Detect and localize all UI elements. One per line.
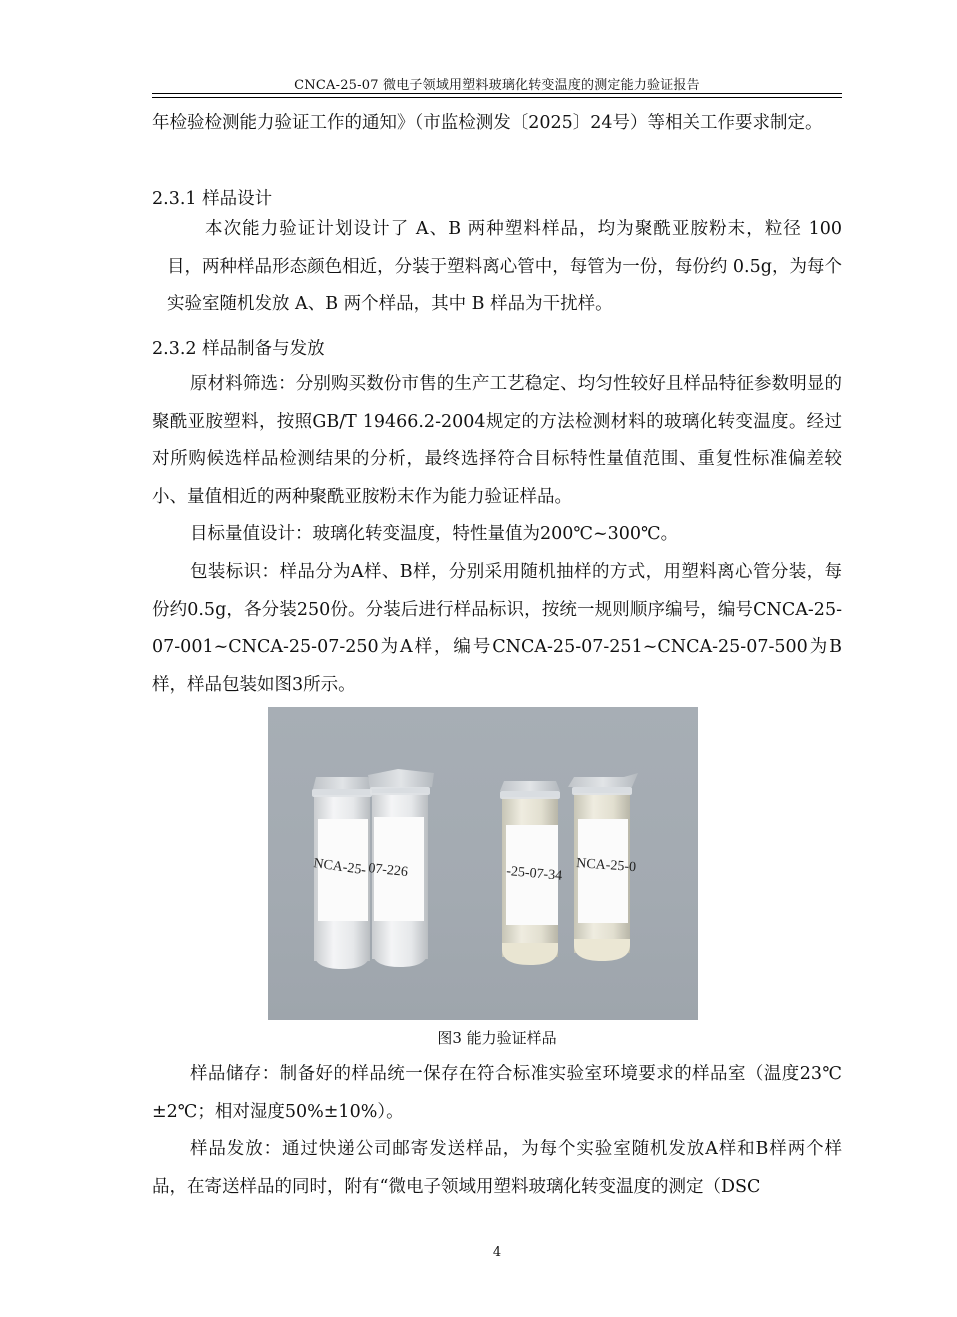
tube-label-3: -25-07-34 bbox=[505, 864, 563, 884]
paragraph-material-screening: 原材料筛选：分别购买数份市售的生产工艺稳定、均匀性较好且样品特征参数明显的聚酰亚胺塑料，按照GB/T 19466.2-2004规定的方法检测材料的玻璃化转变温度。经过对所购候选样品检测结果的分析，最终选择符合目标特性量值范围、重复性标准偏差较小、量值相近的两种聚酰亚胺粉末作为能力验证样品。 bbox=[152, 374, 842, 507]
sample-tube-a-2 bbox=[368, 769, 434, 967]
header-rule-thick bbox=[152, 93, 842, 94]
sample-photo bbox=[268, 707, 698, 1020]
section-heading-2-3-1: 2.3.1 样品设计 bbox=[152, 189, 273, 209]
paragraph-target-value: 目标量值设计：玻璃化转变温度，特性量值为200℃~300℃。 bbox=[190, 524, 679, 544]
section-heading-2-3-2: 2.3.2 样品制备与发放 bbox=[152, 339, 325, 359]
paragraph-dispatch: 样品发放：通过快递公司邮寄发送样品，为每个实验室随机发放A样和B样两个样品，在寄送样品的同时，附有“微电子领域用塑料玻璃化转变温度的测定（DSC bbox=[152, 1139, 842, 1197]
paragraph-storage: 样品储存：制备好的样品统一保存在符合标准实验室环境要求的样品室（温度23℃±2℃；相对湿度50%±10%）。 bbox=[152, 1064, 842, 1122]
paragraph-packaging: 包装标识：样品分为A样、B样，分别采用随机抽样的方式，用塑料离心管分装，每份约0.5g，各分装250份。分装后进行样品标识，按统一规则顺序编号，编号CNCA-25-07-001~CNCA-25-07-250为A样，编号CNCA-25-07-251~CNCA-25-07-500为B样，样品包装如图3所示。 bbox=[152, 562, 842, 695]
paragraph-continuation: 年检验检测能力验证工作的通知》（市监检测发〔2025〕24号）等相关工作要求制定。 bbox=[152, 113, 823, 133]
sample-tube-b-2 bbox=[568, 773, 638, 961]
paragraph-sample-design: 本次能力验证计划设计了 A、B 两种塑料样品，均为聚酰亚胺粉末，粒径 100 目，两种样品形态颜色相近，分装于塑料离心管中，每管为一份，每份约 0.5g，为每个实验室随机发放 A、B 两个样品，其中 B 样品为干扰样。 bbox=[167, 219, 842, 314]
header-rule-thin bbox=[152, 97, 842, 98]
figure-caption: 图3 能力验证样品 bbox=[437, 1029, 557, 1047]
sample-tubes-illustration bbox=[268, 707, 698, 1020]
tube-label-1: NCA-25- bbox=[312, 856, 367, 879]
tube-label-2: 07-226 bbox=[367, 861, 409, 881]
running-header: CNCA-25-07 微电子领域用塑料玻璃化转变温度的测定能力验证报告 bbox=[294, 78, 700, 93]
page-number: 4 bbox=[492, 1245, 502, 1260]
sample-tube-a-1 bbox=[312, 777, 372, 969]
sample-tube-b-1 bbox=[500, 781, 563, 965]
tube-label-4: NCA-25-0 bbox=[575, 856, 637, 876]
